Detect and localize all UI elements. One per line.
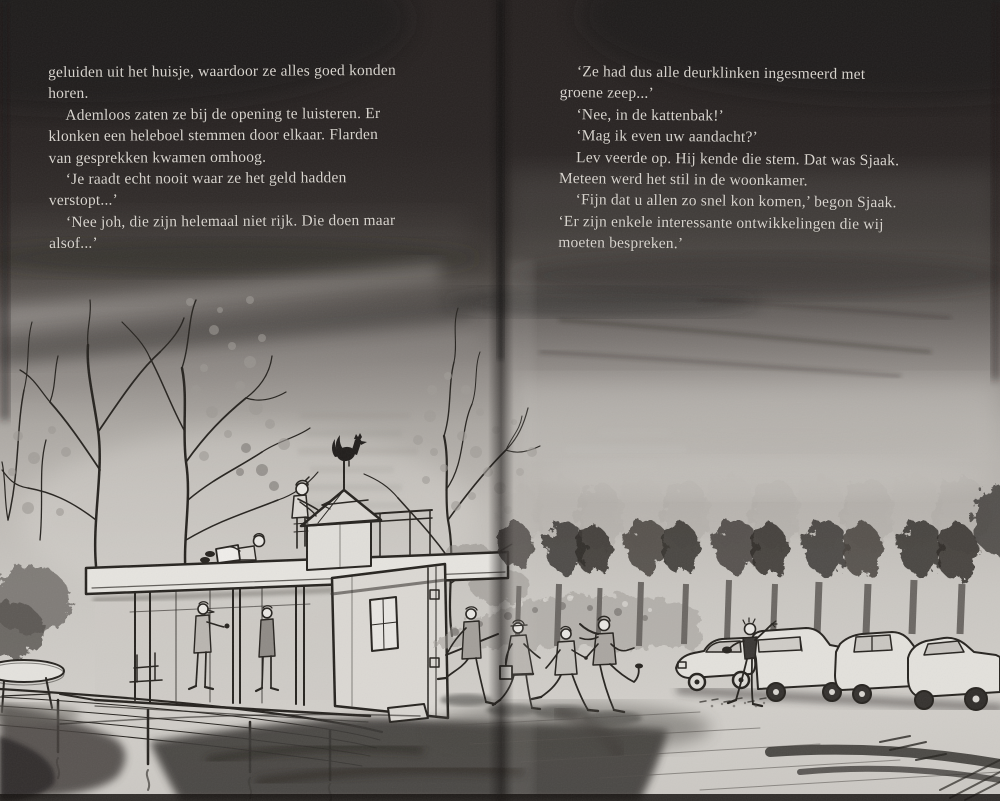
- text-line: Ademloos zaten ze bij de opening te luisteren. Er: [65, 104, 381, 124]
- text-line: horen.: [48, 85, 89, 103]
- right-page: [558, 61, 990, 258]
- text-line: geluiden uit het huisje, waardoor ze alles goed konden: [48, 61, 396, 81]
- text-line: ‘Fijn dat u allen zo snel kon komen,’ begon Sjaak.: [575, 191, 897, 212]
- text-line: ‘Je raadt echt nooit waar ze het geld hadden: [65, 169, 347, 188]
- text-line: van gesprekken kwamen omhoog.: [48, 148, 267, 167]
- text-line: ‘Ze had dus alle deurklinken ingesmeerd met: [576, 63, 866, 83]
- text-line: ‘Mag ik even uw aandacht?’: [576, 127, 759, 147]
- text-line: verstopt...’: [48, 192, 119, 210]
- text-line: ‘Er zijn enkele interessante ontwikkelingen die wij: [558, 212, 884, 233]
- text-line: Lev veerde op. Hij kende die stem. Dat was Sjaak.: [575, 148, 900, 169]
- text-line: ‘Nee joh, die zijn helemaal niet rijk. Die doen maar: [65, 211, 396, 231]
- text-line: Meteen werd het stil in de woonkamer.: [558, 170, 808, 190]
- left-page: [48, 59, 479, 254]
- text-line: moeten bespreken.’: [558, 234, 684, 253]
- text-line: alsof...’: [49, 234, 98, 253]
- text-line: ‘Nee, in de kattenbak!’: [576, 105, 725, 125]
- text-line: groene zeep...’: [559, 84, 655, 103]
- text-line: klonken een heleboel stemmen door elkaar. Flarden: [48, 126, 379, 146]
